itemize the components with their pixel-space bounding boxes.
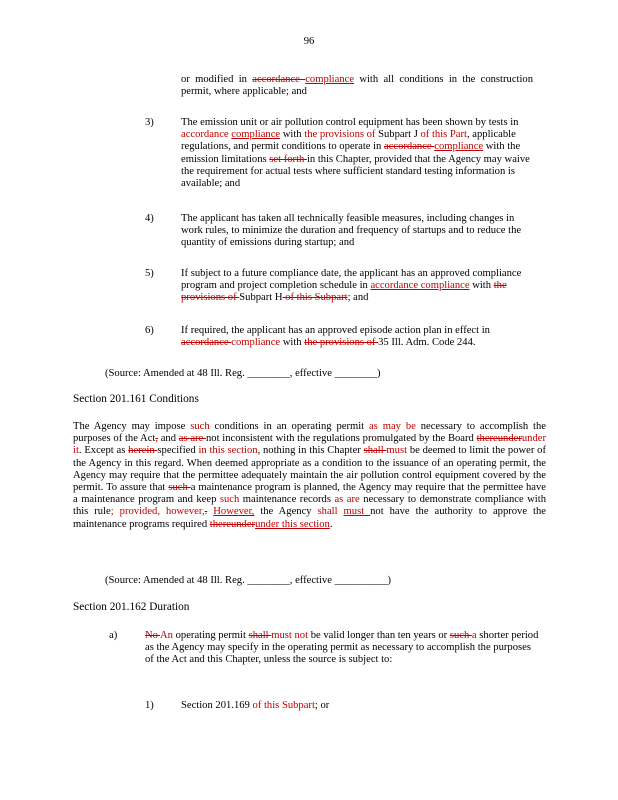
source-note-1: (Source: Amended at 48 Ill. Reg. ________, effective ________) — [105, 368, 381, 379]
section-201-162-heading: Section 201.162 Duration — [73, 601, 190, 613]
inserted-text: compliance — [305, 74, 355, 85]
deleted-text: such — [449, 630, 472, 641]
item-6-number: 6) — [145, 325, 154, 336]
subsection-a-number: a) — [109, 630, 118, 641]
deleted-text: No — [145, 630, 161, 641]
item-5-number: 5) — [145, 268, 154, 279]
item-3-text: The emission unit or air pollution control equipment has been shown by tests in accordance compliance with the provisions of Subpart J of this Part, applicable regulations, and permit conditions to operate in accordance compliance with the emission limitations set forth in this Chapter, provided that the Agency may waive the requirement for actual tests where sufficient standard testing information is available; and — [181, 117, 530, 190]
deleted-text: accordance — [181, 337, 232, 349]
item-4-number: 4) — [145, 213, 154, 224]
deleted-text: herein — [128, 445, 158, 457]
inserted-text: must not — [271, 630, 309, 641]
item-3-number: 3) — [145, 117, 154, 128]
inserted-text: of this Part — [420, 129, 467, 141]
inserted-text: as are — [334, 494, 360, 506]
inserted-text: shall — [317, 506, 344, 518]
inserted-text: compliance — [434, 141, 484, 153]
deleted-text: accordance — [384, 141, 435, 153]
deleted-text: of this Subpart — [282, 292, 348, 304]
subsection-a-text: No An operating permit shall must not be valid longer than ten years or such a shorter period as the Agency may specify in the operating permit as necessary to accomplish the purposes of the Act and this Chapter, unless the source is subject to: — [145, 630, 539, 666]
inserted-text: such — [190, 421, 210, 432]
item-2-continuation: or modified in accordance compliance with all conditions in the construction permit, where applicable; and — [181, 74, 533, 98]
deleted-text: the provisions of — [304, 337, 379, 349]
deleted-text: as are — [178, 433, 206, 445]
deleted-text: set forth — [269, 153, 307, 165]
deleted-text: accordance — [252, 74, 306, 85]
inserted-text: the provisions of — [304, 129, 379, 141]
inserted-text: as may be — [369, 421, 416, 432]
deleted-text: , — [155, 433, 158, 445]
inserted-text: compliance — [231, 129, 281, 141]
deleted-text: shall — [248, 630, 272, 641]
inserted-text: accordance — [181, 129, 232, 141]
deleted-text: thereunder — [476, 433, 522, 445]
section-201-161-body: The Agency may impose such conditions in an operating permit as may be necessary to accomplish the purposes of the Act, and as are not inconsistent with the regulations promulgated by the Board thereunderunder it. Except as herein specified in this section, nothing in this Chapter shall must be deemed to limit the power of the Agency in this regard. When deemed appropriate as a condition to the issuance of an operating permit, the Agency may require that the permittee adequately maintain the air pollution control equipment covered by the permit. To assure that such a maintenance program is planned, the Agency may require that the permittee have a maintenance program and keep such maintenance records as are necessary to demonstrate compliance with this rule; provided, however,. However, the Agency shall must not have the authority to approve the maintenance programs required thereunderunder this section. — [73, 421, 546, 530]
inserted-text: must — [386, 445, 408, 457]
page-number: 96 — [303, 36, 315, 47]
inserted-text: compliance — [231, 337, 281, 349]
inserted-text: must — [343, 506, 371, 518]
deleted-text: . — [204, 506, 208, 518]
inserted-text: a — [471, 630, 477, 641]
item-1-number: 1) — [145, 700, 154, 711]
inserted-text: of this Subpart — [252, 700, 315, 711]
inserted-text: such — [219, 494, 240, 506]
inserted-text: in this section — [198, 445, 258, 457]
inserted-text: ; provided, however, — [110, 506, 205, 518]
inserted-text: under it — [73, 433, 546, 457]
inserted-text: An — [160, 630, 173, 641]
deleted-text: the provisions of — [181, 280, 507, 304]
section-201-161-heading: Section 201.161 Conditions — [73, 393, 199, 405]
inserted-text: However, — [213, 506, 255, 518]
inserted-text: under this section — [255, 518, 330, 530]
deleted-text: such — [168, 482, 191, 494]
source-note-2: (Source: Amended at 48 Ill. Reg. ________, effective __________) — [105, 575, 392, 586]
item-4-text: The applicant has taken all technically feasible measures, including changes in work rules, to minimize the duration and frequency of startups and to reduce the quantity of emissions during startup; and — [181, 213, 522, 249]
item-5-text: If subject to a future compliance date, the applicant has an approved compliance program and project completion schedule in accordance compliance with the provisions of Subpart H of this Subpart; and — [181, 268, 522, 304]
inserted-text: accordance compliance — [370, 280, 470, 292]
item-1-text: Section 201.169 of this Subpart; or — [181, 700, 330, 711]
deleted-text: shall — [363, 445, 387, 457]
deleted-text: thereunder — [209, 518, 256, 530]
item-6-text: If required, the applicant has an approved episode action plan in effect in accordance compliance with the provisions of 35 Ill. Adm. Code 244. — [181, 325, 490, 349]
